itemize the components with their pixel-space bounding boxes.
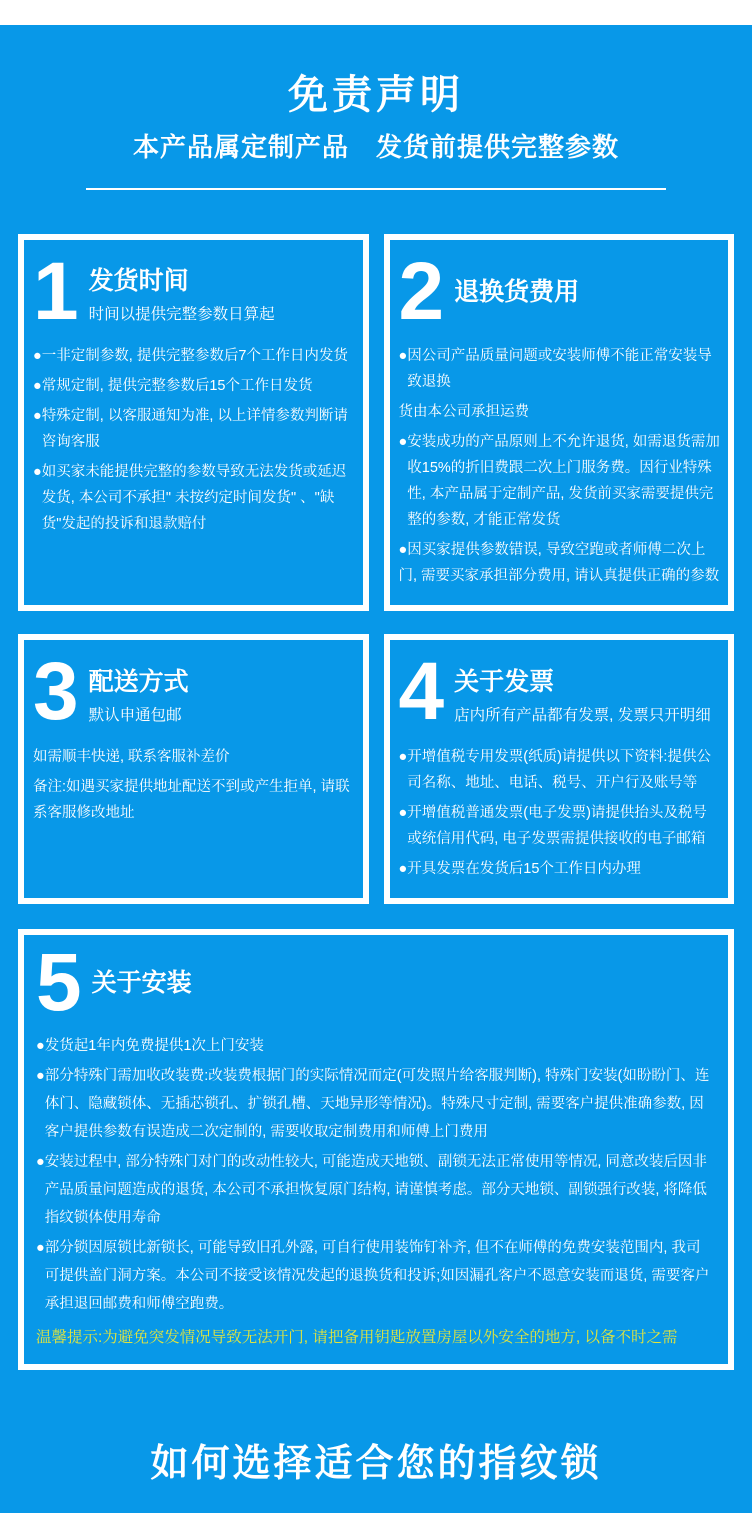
bullet-icon: ● — [33, 378, 42, 395]
card-header-text — [92, 945, 192, 1020]
card-header — [398, 646, 722, 738]
card-subtitle: 时间以提供完整参数日算起 — [88, 306, 275, 324]
card-items — [33, 343, 356, 537]
list-item — [399, 744, 722, 796]
list-item: 备注:如遇买家提供地址配送不到或产生拒单, 请联系客服修改地址 — [33, 778, 350, 821]
card-delivery-method — [18, 634, 369, 903]
card-shipping-time — [18, 234, 369, 611]
bullet-icon: ● — [36, 1068, 45, 1085]
card-subtitle: 默认申通包邮 — [88, 706, 182, 724]
card-title: 配送方式 — [88, 667, 189, 696]
footer-title: 如何选择适合您的指纹锁 — [150, 1443, 602, 1486]
list-item — [36, 1032, 714, 1060]
bullet-icon: ● — [33, 464, 42, 481]
list-item-text: 开具发票在发货后15个工作日内办理 — [407, 860, 641, 877]
page-header — [0, 25, 752, 190]
blue-background — [0, 25, 752, 1513]
bullet-icon: ● — [398, 860, 408, 877]
bullet-icon: ● — [398, 348, 408, 365]
list-item-text: 发货起1年内免费提供1次上门安装 — [44, 1038, 264, 1055]
list-item: ●因买家提供参数错误, 导致空跑或者师傅二次上门, 需要买家承担部分费用, 请认真提供正确的参数 — [398, 542, 720, 585]
card-installation — [18, 929, 734, 1370]
list-item — [36, 1148, 714, 1232]
list-item — [399, 856, 722, 882]
bullet-icon: ● — [36, 1240, 45, 1257]
list-item — [33, 459, 356, 537]
card-title: 关于发票 — [454, 667, 555, 696]
bullet-icon: ● — [36, 1154, 45, 1171]
list-item — [399, 343, 722, 395]
card-title: 退换货费用 — [454, 277, 580, 306]
card-number: 2 — [398, 246, 443, 337]
card-header — [33, 646, 356, 738]
card-invoice — [384, 634, 735, 903]
page-subtitle: 本产品属定制产品 发货前提供完整参数 — [132, 132, 619, 162]
list-item — [399, 429, 722, 533]
card-header-text — [89, 254, 275, 329]
bullet-icon: ● — [398, 748, 408, 765]
warm-tip: 温馨提示:为避免突发情况导致无法开门, 请把备用钥匙放置房屋以外安全的地方, 以备不时之需 — [36, 1329, 678, 1347]
list-item — [33, 373, 356, 399]
list-item-text: 开增值税专用发票(纸质)请提供以下资料:提供公司名称、地址、电话、税号、开户行及账号等 — [407, 748, 711, 791]
list-item — [33, 403, 356, 455]
list-item: 货由本公司承担运费 — [398, 404, 529, 421]
list-item — [399, 800, 722, 852]
card-header-text — [454, 654, 711, 729]
list-item — [33, 343, 356, 369]
list-item-text: 一非定制参数, 提供完整参数后7个工作日内发货 — [41, 348, 348, 365]
card-number: 4 — [398, 646, 443, 738]
card-header — [36, 936, 714, 1028]
card-header-text — [89, 654, 189, 729]
bullet-icon: ● — [36, 1038, 45, 1055]
card-header — [398, 246, 722, 337]
card-number: 3 — [33, 646, 77, 738]
list-item: 如需顺丰快递, 联系客服补差价 — [33, 748, 230, 765]
card-title: 关于安装 — [91, 968, 192, 997]
list-item-text: 如买家未能提供完整的参数导致无法发货或延迟发货, 本公司不承担" 未按约定时间发货" 、"缺货"发起的投诉和退款赔付 — [41, 464, 347, 533]
list-item-text: 因公司产品质量问题或安装师傅不能正常安装导致退换 — [407, 348, 712, 391]
bullet-icon: ● — [33, 348, 42, 365]
card-header-text — [454, 254, 579, 329]
card-return-fees — [384, 234, 735, 611]
card-header — [33, 246, 356, 337]
card-items — [33, 744, 356, 826]
list-item-text: 特殊定制, 以客服通知为准, 以上详情参数判断请咨询客服 — [41, 408, 348, 451]
card-number: 1 — [33, 246, 77, 337]
bullet-icon: ● — [33, 408, 42, 425]
page-title: 免责声明 — [288, 73, 464, 117]
card-items — [399, 744, 722, 882]
card-items — [36, 1032, 714, 1318]
top-white-strip — [0, 0, 752, 25]
list-item-text: 安装成功的产品原则上不允许退货, 如需退货需加收15%的折旧费跟二次上门服务费。因行业特殊性, 本产品属于定制产品, 发货前买家需要提供完整的参数, 才能正常发货 — [407, 434, 720, 529]
card-items — [399, 343, 722, 589]
policy-cards-grid — [0, 190, 752, 904]
list-item-text: 安装过程中, 部分特殊门对门的改动性较大, 可能造成天地锁、副锁无法正常使用等情况, 同意改装后因非产品质量问题造成的退货, 本公司不承担恢复原门结构, 请谨慎考虑。部分天地锁、副锁强行改装, 将降低指纹锁体使用寿命 — [44, 1154, 707, 1227]
list-item-text: 部分特殊门需加收改装费:改装费根据门的实际情况而定(可发照片给客服判断), 特殊门安装(如盼盼门、连体门、隐藏锁体、无插芯锁孔、扩锁孔槽、天地异形等情况)。特殊尺寸定制, 需要客户提供准确参数, 因客户提供参数有误造成二次定制的, 需要收取定制费用和师傅上门费用 — [44, 1068, 710, 1141]
bullet-icon: ● — [398, 434, 408, 451]
list-item-text: 常规定制, 提供完整参数后15个工作日发货 — [41, 378, 313, 395]
list-item-text: 部分锁因原锁比新锁长, 可能导致旧孔外露, 可自行使用装饰钉补齐, 但不在师傅的免费安装范围内, 我司可提供盖门洞方案。本公司不接受该情况发起的退换货和投诉;如因漏孔客户不恩意安装而退货, 需要客户承担退回邮费和师傅空跑费。 — [44, 1240, 710, 1313]
card-title: 发货时间 — [88, 267, 189, 296]
list-item-text: 开增值税普通发票(电子发票)请提供抬头及税号或统信用代码, 电子发票需提供接收的电子邮箱 — [407, 804, 707, 847]
card-subtitle: 店内所有产品都有发票, 发票只开明细 — [454, 706, 711, 724]
bullet-icon: ● — [398, 804, 408, 821]
list-item — [36, 1062, 714, 1146]
list-item — [36, 1234, 714, 1318]
card-number: 5 — [36, 936, 80, 1028]
